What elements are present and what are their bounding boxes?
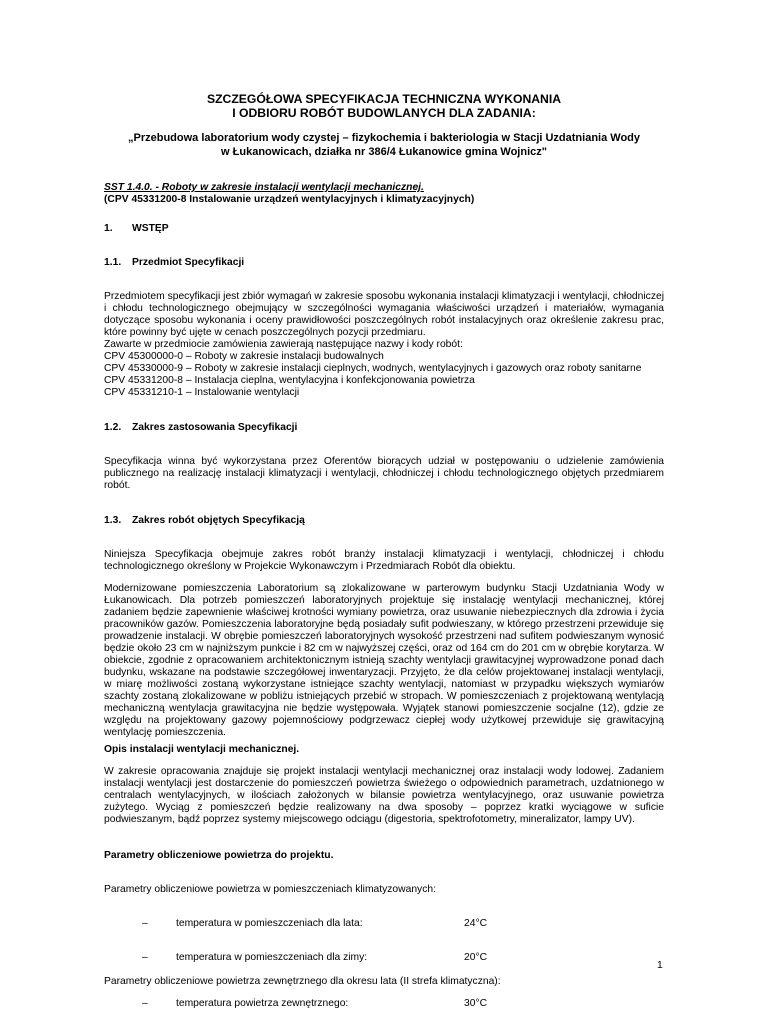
sst-code: SST 1.4.0. - Roboty w zakresie instalacji wentylacji mechanicznej. <box>104 182 424 193</box>
params-intro-2: Parametry obliczeniowe powietrza zewnętrznego dla okresu lata (II strefa klimatyczna): <box>104 976 501 987</box>
page-number: 1 <box>657 960 663 971</box>
section-1-3-heading <box>104 515 664 527</box>
section-1-1-heading <box>104 257 664 269</box>
section-number: 1. <box>104 223 113 234</box>
section-number: 1.2. <box>104 422 122 433</box>
param-label: temperatura w pomieszczeniach dla zimy: <box>176 952 368 963</box>
param-row <box>104 952 664 964</box>
section-1-3-paragraph-2: Modernizowane pomieszczenia Laboratorium są zlokalizowane w parterowym budynku Stacji Uzdatniania Wody w Łukanowicach. Dla potrzeb pomieszczeń laboratoryjnych projektuje się instalację wentylacji mechanicznej, której zadaniem będzie zapewnienie właściwej krotności wymiany powietrza, oraz usuwanie niebezpiecznych dla zdrowia i życia pracowników gazów. Pomieszczenia laboratoryjne będą posiadały sufit podwieszany, w którego przestrzeni przewiduje się prowadzenie instalacji. W obrębie pomieszczeń laboratoryjnych wysokość przestrzeni nad sufitem podwieszanym wynosić będzie około 23 cm w najniższym punkcie i 82 cm w najwyższej części, oraz od 164 cm do 201 cm w obrębie korytarza. W obiekcie, zgodnie z opracowaniem architektonicznym istnieją szachty wentylacji grawitacyjnej wyprowadzone ponad dach budynku, wskazane na podstawie szczegółowej inwentaryzacji. Przyjęto, że dla celów projektowanej instalacji wentylacji, w miarę możliwości zostaną wykorzystane istniejące szachty wentylacji, natomiast w przypadku większych wymiarów szachty zostaną zlokalizowane w pobliżu istniejących przebić w stropach. W pomieszczeniach z projektowaną wentylacją mechaniczną wentylacja grawitacyjna nie będzie występowała. Wyjątek stanowi pomieszczenie socjalne (12), gdzie ze względu na projektowany gazowy pojemnościowy podgrzewacz ciepłej wody użytkowej przewiduje się grawitacyjną wentylację pomieszczenia. <box>104 583 664 738</box>
param-label: temperatura powietrza zewnętrznego: <box>176 998 349 1009</box>
section-1-heading <box>104 223 664 235</box>
param-row <box>104 998 664 1010</box>
opis-heading: Opis instalacji wentylacji mechanicznej. <box>104 744 300 755</box>
cpv-item: CPV 45300000-0 – Roboty w zakresie instalacji budowalnych <box>104 351 384 362</box>
doc-title-line1: SZCZEGÓŁOWA SPECYFIKACJA TECHNICZNA WYKONANIA <box>206 92 562 106</box>
cpv-item: CPV 45331210-1 – Instalowanie wentylacji <box>104 387 300 398</box>
cpv-item: CPV 45330000-9 – Roboty w zakresie instalacji cieplnych, wodnych, wentylacyjnych i gazowych oraz roboty sanitarne <box>104 363 642 374</box>
param-value: 20°C <box>464 952 488 963</box>
params-intro-1: Parametry obliczeniowe powietrza w pomieszczeniach klimatyzowanych: <box>104 884 436 895</box>
section-title: Zakres zastosowania Specyfikacji <box>132 422 298 433</box>
dash-bullet: – <box>142 918 148 929</box>
project-title-line1: „Przebudowa laboratorium wody czystej – fizykochemia i bakteriologia w Stacji Uzdatniania Wody <box>127 132 641 144</box>
param-value: 24°C <box>464 918 488 929</box>
page-content <box>104 92 664 1010</box>
doc-title-line2: I ODBIORU ROBÓT BUDOWLANYCH DLA ZADANIA: <box>232 106 536 120</box>
param-label: temperatura w pomieszczeniach dla lata: <box>176 918 363 929</box>
section-1-2-paragraph: Specyfikacja winna być wykorzystana przez Oferentów biorących udział w postępowaniu o udzielenie zamówienia publicznego na realizację instalacji klimatyzacji i wentylacji, chłodniczej i chłodu technologicznego objętych przedmiarem robót. <box>104 456 664 491</box>
section-title: Przedmiot Specyfikacji <box>132 257 245 268</box>
param-value: 30°C <box>464 998 488 1009</box>
section-number: 1.3. <box>104 515 122 526</box>
sst-header <box>104 182 664 206</box>
section-1-3-paragraph-1: Niniejsza Specyfikacja obejmuje zakres robót branży instalacji klimatyzacji i wentylacji, chłodniczej i chłodu technologicznego określony w Projekcie Wykonawczym i Przedmiarach Robót dla obiektu. <box>104 549 664 572</box>
params-heading: Parametry obliczeniowe powietrza do projektu. <box>104 850 334 861</box>
cpv-list <box>104 339 664 399</box>
param-row <box>104 918 664 930</box>
dash-bullet: – <box>142 998 148 1009</box>
dash-bullet: – <box>142 952 148 963</box>
opis-paragraph: W zakresie opracowania znajduje się projekt instalacji wentylacji mechanicznej oraz instalacji wody lodowej. Zadaniem instalacji wentylacji jest dostarczenie do pomieszczeń powietrza świeżego o odpowiednich parametrach, uzdatnionego w centralach wentylacyjnych, w ilościach założonych w bilansie powietrza wentylacyjnego, oraz usuwanie powietrza zużytego. Wyciąg z pomieszczeń będzie realizowany na dwa sposoby – poprzez kratki wyciągowe w suficie podwieszanym, bądź poprzez systemy miejscowego odciągu (digestoria, spektrofotometry, mineralizator, lampy UV). <box>104 766 664 825</box>
project-title-line2: w Łukanowicach, działka nr 386/4 Łukanowice gmina Wojnicz" <box>221 145 547 158</box>
section-title: WSTĘP <box>132 223 169 234</box>
sst-cpv: (CPV 45331200-8 Instalowanie urządzeń wentylacyjnych i klimatyzacyjnych) <box>104 194 475 205</box>
section-title: Zakres robót objętych Specyfikacją <box>132 515 305 526</box>
section-1-1-paragraph: Przedmiotem specyfikacji jest zbiór wymagań w zakresie sposobu wykonania instalacji klimatyzacji i wentylacji, chłodniczej i chłodu technologicznego obejmujący w szczególności wymagania właściwości urządzeń i materiałów, wymagania dotyczące sposobu wykonania i oceny prawidłowości poszczególnych robót instalacyjnych oraz określenie zakresu prac, które powinny być ujęte w cenach poszczególnych pozycji przedmiaru. <box>104 291 664 338</box>
cpv-item: CPV 45331200-8 – Instalacja cieplna, wentylacyjna i konfekcjonowania powietrza <box>104 375 475 386</box>
section-1-2-heading <box>104 422 664 434</box>
cpv-intro: Zawarte w przedmiocie zamówienia zawierają następujące nazwy i kody robót: <box>104 339 463 350</box>
section-number: 1.1. <box>104 257 122 268</box>
